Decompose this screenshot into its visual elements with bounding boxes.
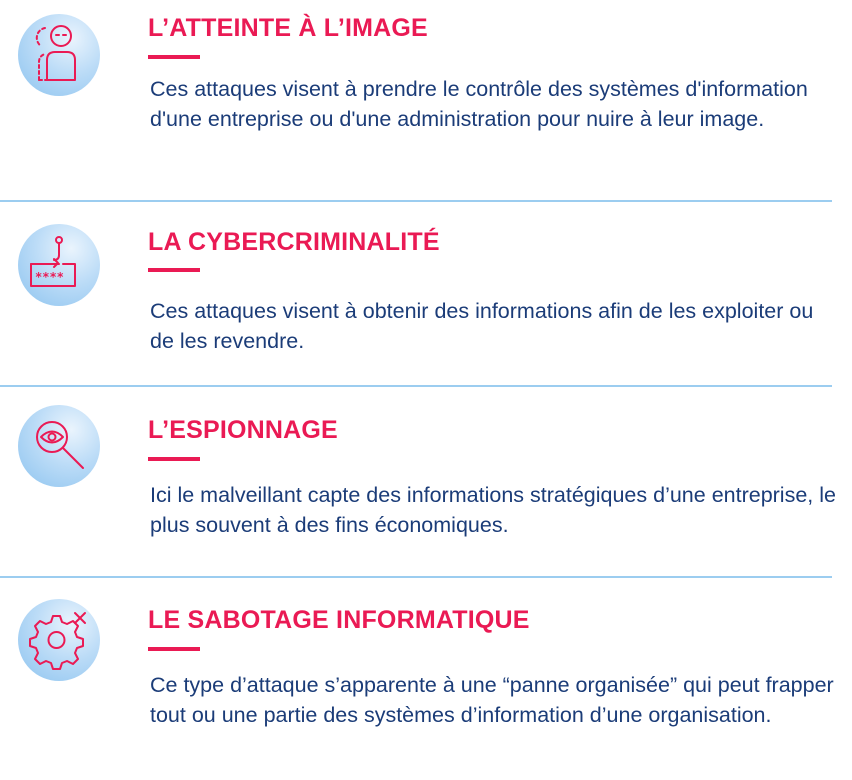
- title-underline: [148, 457, 200, 461]
- section-title: L’ESPIONNAGE: [148, 416, 338, 444]
- section-title: L’ATTEINTE À L’IMAGE: [148, 14, 428, 42]
- person-silhouette-icon: [18, 14, 100, 96]
- password-hook-icon: [18, 224, 100, 306]
- title-underline: [148, 55, 200, 59]
- separator: [0, 576, 832, 578]
- section-description: Ces attaques visent à prendre le contrôle des systèmes d'information d'une entreprise ou d'une administration pour nuire à leur image.: [150, 77, 808, 131]
- title-underline: [148, 647, 200, 651]
- section-description: Ici le malveillant capte des informations stratégiques d’une entreprise, le plus souvent à des fins économiques.: [150, 483, 836, 537]
- section-description: Ces attaques visent à obtenir des informations afin de les exploiter ou de les revendre.: [150, 299, 814, 353]
- section-title: LE SABOTAGE INFORMATIQUE: [148, 606, 530, 634]
- separator: [0, 200, 832, 202]
- separator: [0, 385, 832, 387]
- section-description: Ce type d’attaque s’apparente à une “panne organisée” qui peut frapper tout ou une partie des systèmes d’information d’une organisation.: [150, 673, 834, 727]
- password-mask-text: ****: [35, 270, 64, 284]
- title-underline: [148, 268, 200, 272]
- section-title: LA CYBERCRIMINALITÉ: [148, 228, 440, 256]
- magnifier-eye-icon: [18, 405, 100, 487]
- broken-gear-icon: [18, 599, 100, 681]
